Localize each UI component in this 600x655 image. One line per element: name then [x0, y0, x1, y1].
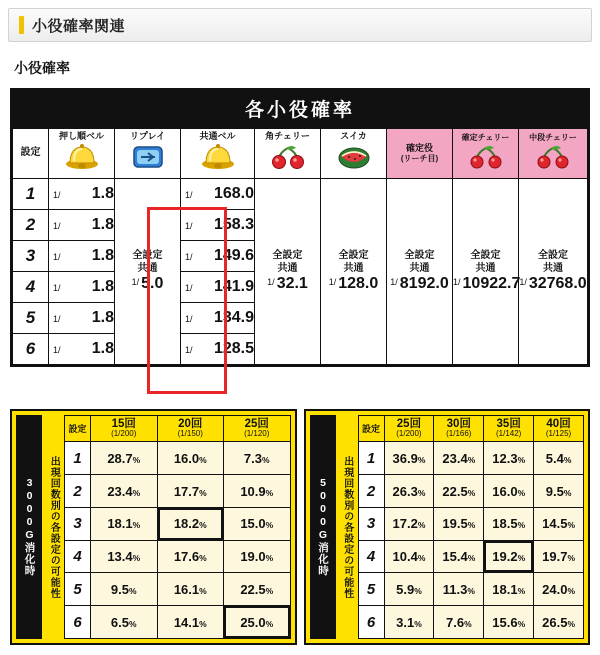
table-row — [358, 507, 584, 540]
rate-cell: 18.1% — [91, 507, 158, 540]
cherry-icon — [255, 144, 320, 175]
header-corner-cherry: 角チェリー — [255, 129, 321, 179]
rate-cell: 14.1% — [157, 606, 224, 639]
rate-cell: 23.4% — [91, 475, 158, 508]
cell-kakutei-cherry-merged: 全設定 共通 1/ 10922.7 — [453, 179, 519, 365]
rate-cell: 3.1% — [384, 606, 434, 639]
cell-push-bell: 1/ 1.8 — [49, 241, 115, 272]
bell-icon — [181, 144, 254, 175]
table-row — [65, 540, 291, 573]
row-setting: 4 — [13, 272, 49, 303]
rate-cell: 16.1% — [157, 573, 224, 606]
rate-cell: 26.5% — [534, 606, 584, 639]
row-setting: 5 — [65, 573, 91, 606]
cell-push-bell: 1/ 1.8 — [49, 272, 115, 303]
rate-cell: 15.4% — [434, 540, 484, 573]
bell-icon — [49, 144, 114, 175]
rate-header-count-35: 35回 (1/142) — [484, 416, 534, 442]
cherry-icon — [453, 145, 518, 174]
rate-cell: 13.4% — [91, 540, 158, 573]
rate-cell: 12.3% — [484, 442, 534, 475]
rate-cell: 16.0% — [157, 442, 224, 475]
rate-cell: 24.0% — [534, 573, 584, 606]
rate-cell: 16.0% — [484, 475, 534, 508]
page-root — [0, 8, 600, 655]
rate-cell: 9.5% — [534, 475, 584, 508]
rate-cell: 7.6% — [434, 606, 484, 639]
rate-cell: 7.3% — [224, 442, 291, 475]
probability-table-container — [10, 88, 590, 367]
rate-cell: 19.0% — [224, 540, 291, 573]
header-replay: リプレイ — [115, 129, 181, 179]
rate-header-row — [65, 416, 291, 442]
rate-header-setting: 設定 — [65, 416, 91, 442]
row-setting: 2 — [13, 210, 49, 241]
panel-3000g-sublabel: 出現回数別の各設定の可能性 — [42, 415, 64, 639]
table-row — [358, 442, 584, 475]
rate-cell: 22.5% — [434, 475, 484, 508]
row-setting: 4 — [65, 540, 91, 573]
rate-cell: 6.5% — [91, 606, 158, 639]
rate-cell: 5.4% — [534, 442, 584, 475]
header-setting: 設定 — [13, 129, 49, 179]
rate-cell-highlighted: 19.2% — [484, 540, 534, 573]
rate-cell: 22.5% — [224, 573, 291, 606]
rate-cell-highlighted: 25.0% — [224, 606, 291, 639]
cell-common-bell: 1/ 149.6 — [181, 241, 255, 272]
header-push-bell: 押し順ベル — [49, 129, 115, 179]
page-header — [8, 8, 592, 42]
table-row — [65, 475, 291, 508]
rate-cell-highlighted: 18.2% — [157, 507, 224, 540]
rate-cell: 36.9% — [384, 442, 434, 475]
row-setting: 1 — [358, 442, 384, 475]
table-row — [13, 179, 588, 210]
rate-cell: 28.7% — [91, 442, 158, 475]
cell-chudan-cherry-merged: 全設定 共通 1/ 32768.0 — [519, 179, 588, 365]
rate-header-setting: 設定 — [358, 416, 384, 442]
table-row — [358, 606, 584, 639]
rate-cell: 9.5% — [91, 573, 158, 606]
cell-push-bell: 1/ 1.8 — [49, 210, 115, 241]
row-setting: 3 — [13, 241, 49, 272]
rate-cell: 19.5% — [434, 507, 484, 540]
cell-common-bell: 1/ 168.0 — [181, 179, 255, 210]
table-row — [65, 507, 291, 540]
row-setting: 3 — [65, 507, 91, 540]
row-setting: 6 — [65, 606, 91, 639]
header-watermelon: スイカ — [321, 129, 387, 179]
rate-header-count-30: 30回 (1/166) — [434, 416, 484, 442]
cell-push-bell: 1/ 1.8 — [49, 334, 115, 365]
cell-watermelon-merged: 全設定 共通 1/ 128.0 — [321, 179, 387, 365]
row-setting: 2 — [65, 475, 91, 508]
rate-cell: 10.9% — [224, 475, 291, 508]
rate-header-count-25: 25回 (1/120) — [224, 416, 291, 442]
rate-cell: 17.2% — [384, 507, 434, 540]
panel-5000g-sublabel: 出現回数別の各設定の可能性 — [336, 415, 358, 639]
cell-push-bell: 1/ 1.8 — [49, 303, 115, 334]
rate-cell: 15.6% — [484, 606, 534, 639]
rate-header-count-25: 25回 (1/200) — [384, 416, 434, 442]
page-title: 小役確率関連 — [32, 17, 126, 35]
rate-cell: 5.9% — [384, 573, 434, 606]
rate-header-row — [358, 416, 584, 442]
panel-3000g — [10, 409, 297, 645]
rate-cell: 26.3% — [384, 475, 434, 508]
panel-5000g — [304, 409, 591, 645]
table-row — [358, 540, 584, 573]
row-setting: 4 — [358, 540, 384, 573]
header-common-bell: 共通ベル — [181, 129, 255, 179]
cell-push-bell: 1/ 1.8 — [49, 179, 115, 210]
row-setting: 3 — [358, 507, 384, 540]
table-row — [358, 475, 584, 508]
rate-header-count-15: 15回 (1/200) — [91, 416, 158, 442]
rate-header-count-40: 40回 (1/125) — [534, 416, 584, 442]
watermelon-icon — [321, 144, 386, 175]
rate-cell: 17.6% — [157, 540, 224, 573]
cell-kakutei-merged: 全設定 共通 1/ 8192.0 — [387, 179, 453, 365]
table-row — [65, 606, 291, 639]
rate-cell: 17.7% — [157, 475, 224, 508]
panel-3000g-label: 3000G消化時 — [16, 415, 42, 639]
row-setting: 6 — [358, 606, 384, 639]
cell-common-bell: 1/ 141.9 — [181, 272, 255, 303]
cell-common-bell: 1/ 158.3 — [181, 210, 255, 241]
row-setting: 5 — [358, 573, 384, 606]
cell-common-bell: 1/ 134.9 — [181, 303, 255, 334]
rate-cell: 14.5% — [534, 507, 584, 540]
rate-cell: 18.5% — [484, 507, 534, 540]
rate-cell: 15.0% — [224, 507, 291, 540]
row-setting: 5 — [13, 303, 49, 334]
probability-table-title: 各小役確率 — [12, 90, 588, 128]
header-chudan-cherry: 中段チェリー — [519, 129, 588, 179]
row-setting: 6 — [13, 334, 49, 365]
table-row — [65, 442, 291, 475]
probability-table — [12, 128, 588, 365]
row-setting: 1 — [13, 179, 49, 210]
rate-cell: 19.7% — [534, 540, 584, 573]
cell-corner-cherry-merged: 全設定 共通 1/ 32.1 — [255, 179, 321, 365]
table-row — [358, 573, 584, 606]
panel-5000g-label: 5000G消化時 — [310, 415, 336, 639]
header-kakutei-cherry: 確定チェリー — [453, 129, 519, 179]
cherry-icon — [519, 145, 587, 174]
rate-cell: 23.4% — [434, 442, 484, 475]
cell-replay-merged: 全設定 共通 1/ 5.0 — [115, 179, 181, 365]
possibility-panels — [10, 409, 590, 645]
rate-table-5000g — [358, 415, 585, 639]
row-setting: 1 — [65, 442, 91, 475]
table-row — [65, 573, 291, 606]
section-title: 小役確率 — [14, 60, 70, 76]
rate-cell: 18.1% — [484, 573, 534, 606]
table-header-row — [13, 129, 588, 179]
cell-common-bell: 1/ 128.5 — [181, 334, 255, 365]
rate-cell: 10.4% — [384, 540, 434, 573]
header-kakutei: 確定役 (リーチ目) — [387, 129, 453, 179]
rate-cell: 11.3% — [434, 573, 484, 606]
row-setting: 2 — [358, 475, 384, 508]
rate-table-3000g — [64, 415, 291, 639]
rate-header-count-20: 20回 (1/150) — [157, 416, 224, 442]
header-accent-bar — [19, 16, 24, 34]
replay-icon — [115, 144, 180, 175]
